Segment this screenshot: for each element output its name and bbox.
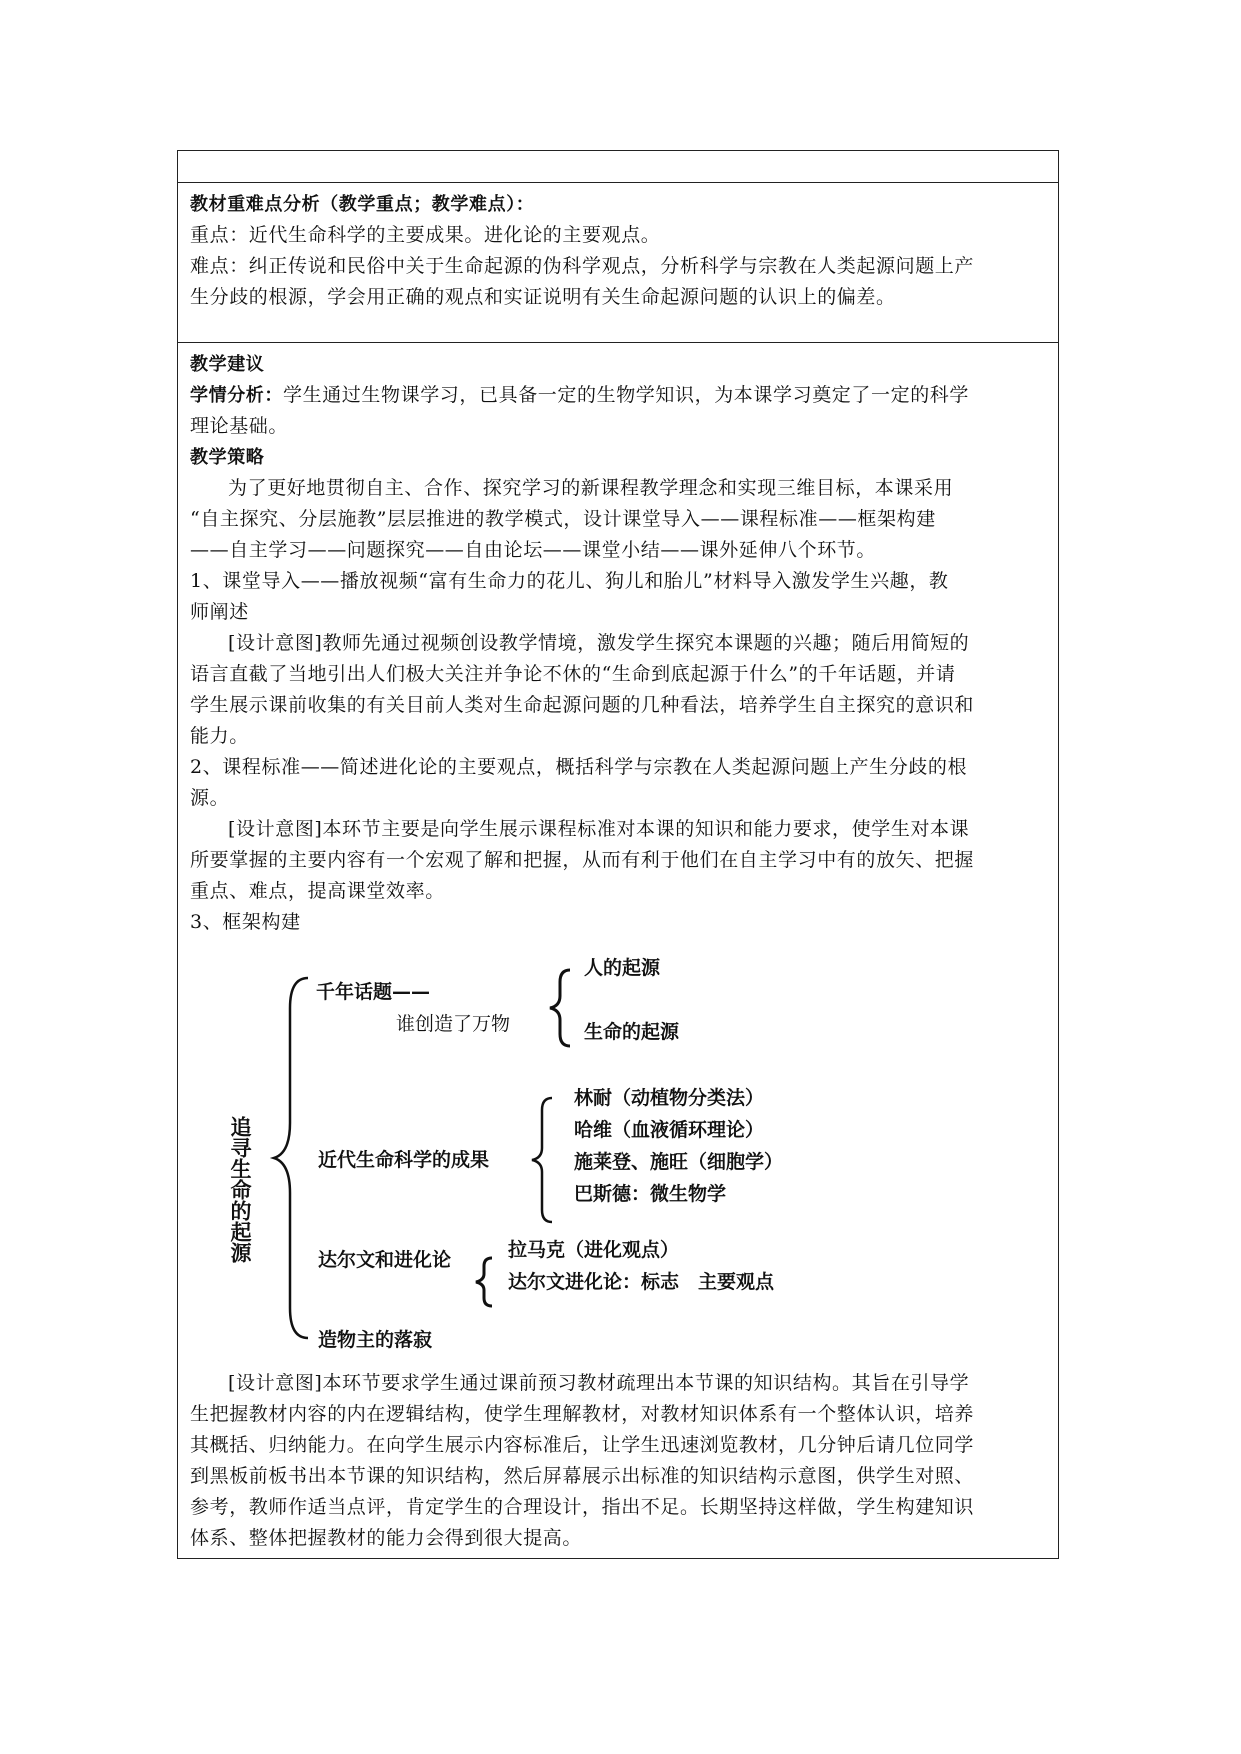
step2-line2: 源。 xyxy=(190,787,230,809)
intent2-line1 xyxy=(190,814,1048,845)
intent3-line5: 参考，教师作适当点评，肯定学生的合理设计，指出不足。长期坚持这样做，学生构建知识 xyxy=(190,1496,975,1518)
intent1-line3: 学生展示课前收集的有关目前人类对生命起源问题的几种看法，培养学生自主探究的意识和 xyxy=(190,694,975,716)
intent1-line2: 语言直截了当地引出人们极大关注并争论不休的“生命到底起源于什么”的千年话题，并请 xyxy=(190,663,956,685)
situation-line2: 理论基础。 xyxy=(190,415,289,437)
intent1-line1 xyxy=(190,628,1048,659)
intent3-label: [设计意图] xyxy=(228,1372,323,1394)
strategy-heading: 教学策略 xyxy=(190,447,265,468)
branch2-leaf1: 林耐（动植物分类法） xyxy=(574,1087,765,1109)
strategy-line2: “自主探究、分层施教”层层推进的教学模式，设计课堂导入——课程标准——框架构建 xyxy=(190,508,936,530)
intent3-line6: 体系、整体把握教材的能力会得到很大提高。 xyxy=(190,1527,583,1549)
branch1-leaf1: 人的起源 xyxy=(584,957,661,979)
intent3-text: 本环节要求学生通过课前预习教材疏理出本节课的知识结构。其旨在引导学 xyxy=(322,1372,970,1394)
intent1-line4: 能力。 xyxy=(190,725,249,747)
lesson-plan-table xyxy=(177,150,1059,1559)
branch1-label-b: 谁创造了万物 xyxy=(396,1013,511,1035)
branch1-label-a: 千年话题—— xyxy=(316,981,431,1003)
intent3-line2: 生把握教材内容的内在逻辑结构，使学生理解教材，对教材知识体系有一个整体认识，培养 xyxy=(190,1403,975,1425)
step1-line1: 1、课堂导入——播放视频“富有生命力的花儿、狗儿和胎儿”材料导入激发学生兴趣，教 xyxy=(190,570,949,592)
knowledge-map xyxy=(190,948,1048,1368)
intent2-line3: 重点、难点，提高课堂效率。 xyxy=(190,880,445,902)
advice-section xyxy=(178,343,1058,1558)
strategy-line1: 为了更好地贯彻自主、合作、探究学习的新课程教学理念和实现三维目标，本课采用 xyxy=(228,477,954,499)
intent3-line1 xyxy=(190,1368,1048,1399)
step3-heading: 3、框架构建 xyxy=(190,911,301,933)
map-root-title: 追寻生命的起源 xyxy=(228,1116,252,1263)
intent2-line2: 所要掌握的主要内容有一个宏观了解和把握，从而有利于他们在自主学习中有的放矢、把握 xyxy=(190,849,975,871)
branch2-leaf4: 巴斯德：微生物学 xyxy=(574,1183,727,1205)
branch1-brace xyxy=(550,970,570,1046)
strategy-line3: ——自主学习——问题探究——自由论坛——课堂小结——课外延伸八个环节。 xyxy=(190,539,877,561)
step1-line2: 师阐述 xyxy=(190,601,249,623)
intent3-line3: 其概括、归纳能力。在向学生展示内容标准后，让学生迅速浏览教材，几分钟后请几位同学 xyxy=(190,1434,975,1456)
branch2-leaf2: 哈维（血液循环理论） xyxy=(574,1119,765,1141)
intent1-label: [设计意图] xyxy=(228,632,323,654)
intent1-text: 教师先通过视频创设教学情境，激发学生探究本课题的兴趣；随后用简短的 xyxy=(322,632,970,654)
step2-line1: 2、课程标准——简述进化论的主要观点，概括科学与宗教在人类起源问题上产生分歧的根 xyxy=(190,756,968,778)
analysis-focus: 重点：近代生命科学的主要成果。进化论的主要观点。 xyxy=(190,224,661,246)
analysis-difficulty-line2: 生分歧的根源，学会用正确的观点和实证说明有关生命起源问题的认识上的偏差。 xyxy=(190,286,896,308)
branch3-label: 达尔文和进化论 xyxy=(318,1249,452,1271)
branch2-leaf3: 施莱登、施旺（细胞学） xyxy=(574,1151,784,1173)
advice-heading: 教学建议 xyxy=(190,354,265,375)
intent2-label: [设计意图] xyxy=(228,818,323,840)
situation-text: 学生通过生物课学习，已具备一定的生物学知识，为本课学习奠定了一定的科学 xyxy=(283,384,970,406)
branch3-leaf2: 达尔文进化论：标志 主要观点 xyxy=(508,1271,775,1293)
branch1-leaf2: 生命的起源 xyxy=(584,1021,680,1043)
intent2-text: 本环节主要是向学生展示课程标准对本课的知识和能力要求，使学生对本课 xyxy=(322,818,970,840)
analysis-section xyxy=(178,183,1058,343)
branch4-label: 造物主的落寂 xyxy=(318,1329,433,1351)
analysis-difficulty-line1: 难点：纠正传说和民俗中关于生命起源的伪科学观点，分析科学与宗教在人类起源问题上产 xyxy=(190,255,975,277)
situation-label: 学情分析： xyxy=(190,385,283,406)
situation-line1 xyxy=(190,380,1048,411)
branch3-leaf1: 拉马克（进化观点） xyxy=(508,1239,680,1261)
empty-header-row xyxy=(178,151,1058,183)
root-brace xyxy=(274,978,308,1338)
intent3-line4: 到黑板前板书出本节课的知识结构，然后屏幕展示出标准的知识结构示意图，供学生对照、 xyxy=(190,1465,975,1487)
branch2-brace xyxy=(532,1098,552,1222)
branch2-label: 近代生命科学的成果 xyxy=(318,1149,490,1171)
branch3-brace xyxy=(476,1258,492,1306)
analysis-heading: 教材重难点分析（教学重点；教学难点）： xyxy=(190,194,535,215)
